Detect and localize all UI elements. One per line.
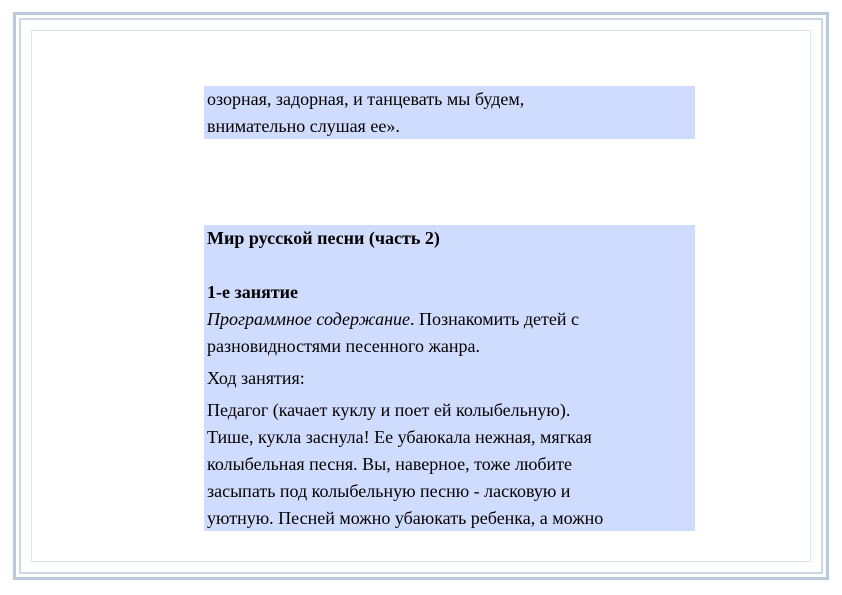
text-line: внимательно слушая ее». bbox=[207, 116, 400, 136]
paragraph-line: Тише, кукла заснула! Ее убаюкала нежная, мягкая bbox=[207, 427, 592, 447]
course-label: Ход занятия: bbox=[207, 368, 305, 388]
text-line: озорная, задорная, и танцевать мы будем, bbox=[207, 89, 525, 109]
section-title: Мир русской песни (часть 2) bbox=[207, 228, 440, 248]
lesson-heading: 1-е занятие bbox=[207, 282, 299, 302]
text-line: разновидностями песенного жанра. bbox=[207, 336, 481, 356]
text-block-main bbox=[204, 225, 695, 531]
paragraph-line: колыбельная песня. Вы, наверное, тоже любите bbox=[207, 454, 573, 474]
paragraph-line: засыпать под колыбельную песню - ласковую и bbox=[207, 481, 571, 501]
paragraph bbox=[207, 397, 692, 532]
paragraph-line: Педагог (качает куклу и поет ей колыбельную). bbox=[207, 400, 571, 420]
program-label: Программное содержание bbox=[207, 309, 411, 329]
text-block-top bbox=[204, 86, 695, 139]
blank-line bbox=[207, 252, 692, 279]
paragraph-line: уютную. Песней можно убаюкать ребенка, а можно bbox=[207, 508, 604, 528]
program-line bbox=[207, 306, 692, 333]
program-text: . Познакомить детей с bbox=[410, 309, 579, 329]
